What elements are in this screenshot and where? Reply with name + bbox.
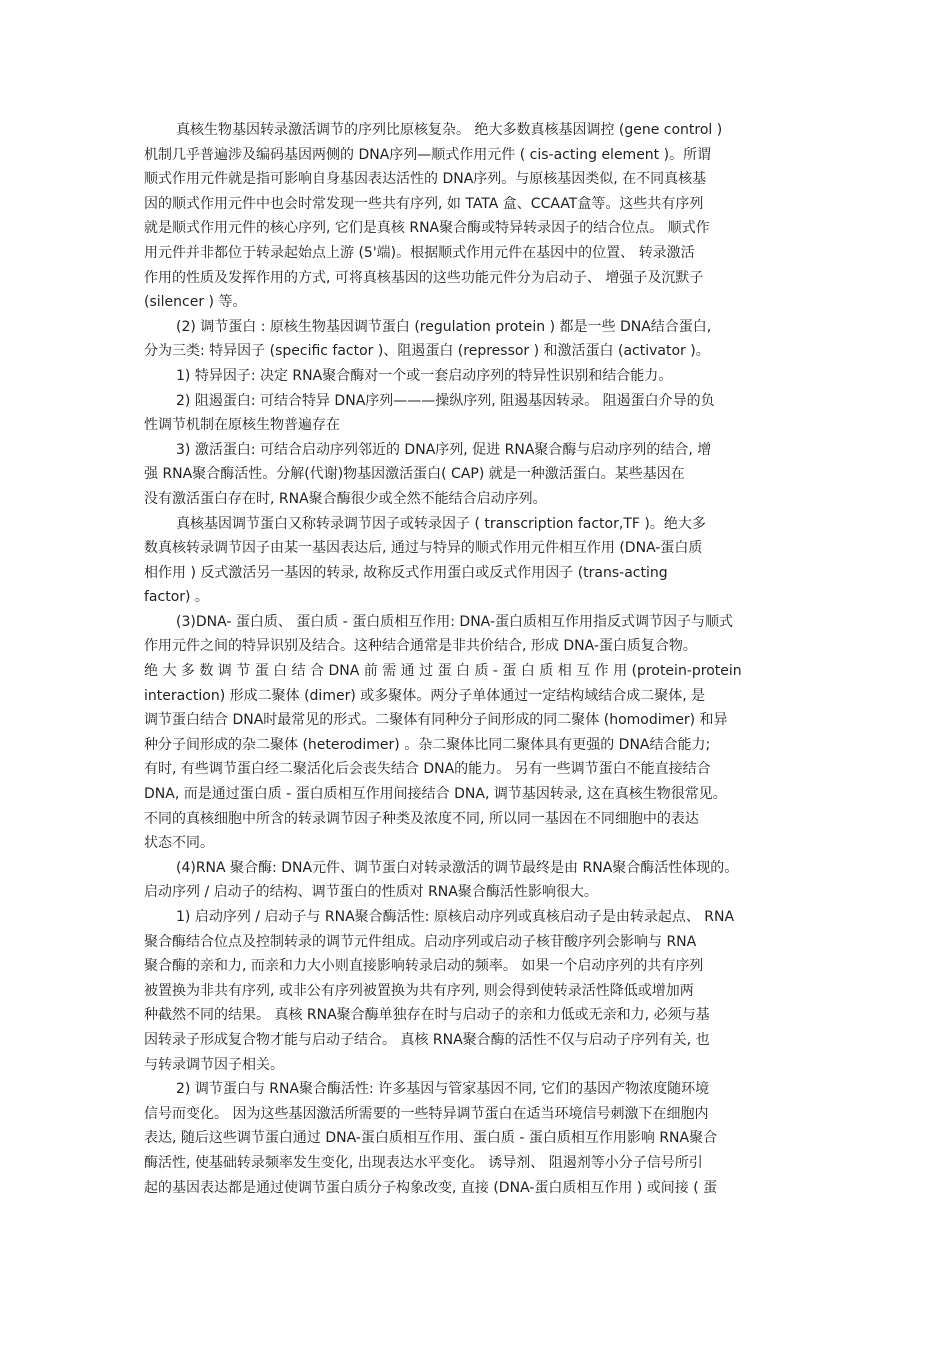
- text-line: 状态不同。: [144, 835, 214, 852]
- text-line: 因的顺式作用元件中也会时常发现一些共有序列, 如 TATA 盒、CCAAT盒等。这些共有序列: [144, 195, 704, 212]
- text-line: 顺式作用元件就是指可影响自身基因表达活性的 DNA序列。与原核基因类似, 在不同真核基: [144, 171, 707, 188]
- text-line: (3)DNA- 蛋白质、 蛋白质 - 蛋白质相互作用: DNA-蛋白质相互作用指反式调节因子与顺式: [176, 613, 733, 630]
- text-line: 被置换为非共有序列, 或非公有序列被置换为共有序列, 则会得到使转录活性降低或增加两: [144, 982, 694, 999]
- text-line: 不同的真核细胞中所含的转录调节因子种类及浓度不同, 所以同一基因在不同细胞中的表达: [144, 810, 699, 827]
- text-line: (silencer ) 等。: [144, 294, 247, 311]
- text-line: 2) 调节蛋白与 RNA聚合酶活性: 许多基因与管家基因不同, 它们的基因产物浓度随环境: [176, 1081, 710, 1098]
- text-line: 机制几乎普遍涉及编码基因两侧的 DNA序列—顺式作用元件 ( cis-acting element )。所谓: [144, 146, 712, 163]
- text-line: 真核基因调节蛋白又称转录调节因子或转录因子 ( transcription factor,TF )。绝大多: [176, 515, 706, 532]
- text-line: 种截然不同的结果。 真核 RNA聚合酶单独存在时与启动子的亲和力低或无亲和力, 必须与基: [144, 1007, 710, 1024]
- text-line: 绝 大 多 数 调 节 蛋 白 结 合 DNA 前 需 通 过 蛋 白 质 - 蛋 白 质 相 互 作 用 (protein-protein: [144, 663, 742, 680]
- text-line: 用元件并非都位于转录起始点上游 (5'端)。根据顺式作用元件在基因中的位置、 转录激活: [144, 244, 695, 261]
- text-line: 作用元件之间的特异识别及结合。这种结合通常是非共价结合, 形成 DNA-蛋白质复合物。: [144, 638, 697, 655]
- document-body: [144, 118, 824, 1200]
- text-line: 性调节机制在原核生物普遍存在: [144, 417, 340, 434]
- text-line: interaction) 形成二聚体 (dimer) 或多聚体。两分子单体通过一定结构域结合成二聚体, 是: [144, 687, 706, 704]
- text-line: 调节蛋白结合 DNA时最常见的形式。二聚体有同种分子间形成的同二聚体 (homodimer) 和异: [144, 712, 728, 729]
- text-line: 起的基因表达都是通过使调节蛋白质分子构象改变, 直接 (DNA-蛋白质相互作用 ) 或间接 ( 蛋: [144, 1179, 718, 1196]
- text-line: 因转录子形成复合物才能与启动子结合。 真核 RNA聚合酶的活性不仅与启动子序列有关, 也: [144, 1031, 710, 1048]
- text-line: 信号而变化。 因为这些基因激活所需要的一些特异调节蛋白在适当环境信号刺激下在细胞内: [144, 1105, 709, 1122]
- text-line: 就是顺式作用元件的核心序列, 它们是真核 RNA聚合酶或特异转录因子的结合位点。 顺式作: [144, 220, 710, 237]
- text-line: (2) 调节蛋白 : 原核生物基因调节蛋白 (regulation protein ) 都是一些 DNA结合蛋白,: [176, 318, 712, 335]
- text-line: 分为三类: 特异因子 (specific factor )、阻遏蛋白 (repressor ) 和激活蛋白 (activator )。: [144, 343, 710, 360]
- text-line: 强 RNA聚合酶活性。分解(代谢)物基因激活蛋白( CAP) 就是一种激活蛋白。某些基因在: [144, 466, 685, 483]
- text-line: 与转录调节因子相关。: [144, 1056, 284, 1073]
- text-line: 没有激活蛋白存在时, RNA聚合酶很少或全然不能结合启动序列。: [144, 490, 547, 507]
- text-line: 聚合酶的亲和力, 而亲和力大小则直接影响转录启动的频率。 如果一个启动序列的共有序列: [144, 958, 704, 975]
- text-line: 作用的性质及发挥作用的方式, 可将真核基因的这些功能元件分为启动子、 增强子及沉默子: [144, 269, 704, 286]
- text-line: 数真核转录调节因子由某一基因表达后, 通过与特异的顺式作用元件相互作用 (DNA-蛋白质: [144, 540, 703, 557]
- text-line: (4)RNA 聚合酶: DNA元件、调节蛋白对转录激活的调节最终是由 RNA聚合酶活性体现的。: [176, 859, 739, 876]
- text-line: 真核生物基因转录激活调节的序列比原核复杂。 绝大多数真核基因调控 (gene control ): [176, 122, 723, 138]
- text-line: 1) 启动序列 / 启动子与 RNA聚合酶活性: 原核启动序列或真核启动子是由转录起点、 RNA: [176, 909, 735, 925]
- text-line: 相作用 ) 反式激活另一基因的转录, 故称反式作用蛋白或反式作用因子 (trans-acting: [144, 564, 668, 581]
- text-line: 有时, 有些调节蛋白经二聚活化后会丧失结合 DNA的能力。 另有一些调节蛋白不能直接结合: [144, 761, 711, 778]
- text-line: 聚合酶结合位点及控制转录的调节元件组成。启动序列或启动子核苷酸序列会影响与 RNA: [144, 933, 697, 950]
- text-line: 启动序列 / 启动子的结构、调节蛋白的性质对 RNA聚合酶活性影响很大。: [144, 884, 598, 901]
- text-line: 3) 激活蛋白: 可结合启动序列邻近的 DNA序列, 促进 RNA聚合酶与启动序列的结合, 增: [176, 441, 712, 458]
- text-line: DNA, 而是通过蛋白质 - 蛋白质相互作用间接结合 DNA, 调节基因转录, 这在真核生物很常见。: [144, 786, 727, 803]
- text-line: 种分子间形成的杂二聚体 (heterodimer) 。杂二聚体比同二聚体具有更强的 DNA结合能力;: [144, 736, 711, 753]
- text-line: 酶活性, 使基础转录频率发生变化, 出现表达水平变化。 诱导剂、 阻遏剂等小分子信号所引: [144, 1154, 703, 1171]
- text-line: 2) 阻遏蛋白: 可结合特异 DNA序列———操纵序列, 阻遏基因转录。 阻遏蛋白介导的负: [176, 392, 715, 409]
- text-line: 1) 特异因子: 决定 RNA聚合酶对一个或一套启动序列的特异性识别和结合能力。: [176, 367, 673, 384]
- text-line: 表达, 随后这些调节蛋白通过 DNA-蛋白质相互作用、蛋白质 - 蛋白质相互作用影响 RNA聚合: [144, 1130, 718, 1147]
- text-line: factor) 。: [144, 589, 209, 606]
